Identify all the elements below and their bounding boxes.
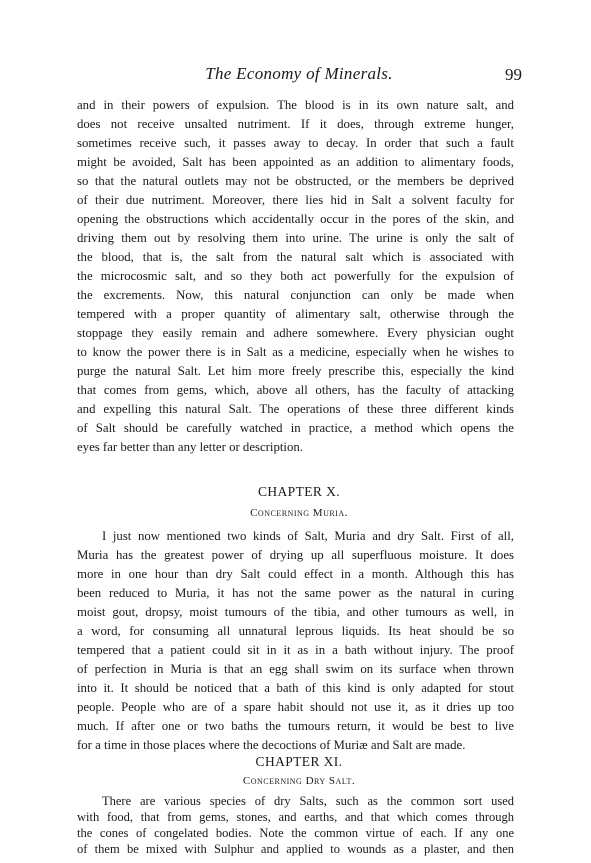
paragraph-1-line: the blood, that is, the salt from the natural salt which is associated with	[77, 250, 514, 264]
running-title: The Economy of Minerals.	[205, 64, 393, 83]
paragraph-1-line: that comes from gems, which, above all others, has the faculty of attacking	[77, 383, 514, 397]
paragraph-1-line: driving them out by resolving them into urine. The urine is only the salt of	[77, 231, 514, 245]
paragraph-1-line: and in their powers of expulsion. The blood is in its own nature salt, and	[77, 98, 514, 112]
page-number: 99	[505, 65, 522, 84]
paragraph-2-line: I just now mentioned two kinds of Salt, Muria and dry Salt. First of all,	[102, 529, 514, 543]
paragraph-2-line: of perfection in Muria is that an egg shall swim on its surface when thrown	[77, 662, 514, 676]
paragraph-2-line: for a time in those places where the decoctions of Muriæ and Salt are made.	[77, 738, 466, 752]
paragraph-1-line: so that the natural outlets may not be obstructed, or the members be deprived	[77, 174, 514, 188]
paragraph-2-line: a word, for consuming all unnatural leprous liquids. Its heat should be so	[77, 624, 514, 638]
chapter-11-subtitle: Concerning Dry Salt.	[242, 775, 356, 787]
paragraph-2-line: been reduced to Muria, it has not the same power as the natural in curing	[77, 586, 514, 600]
chapter-10-subtitle: Concerning Muria.	[250, 507, 348, 519]
paragraph-3-line: There are various species of dry Salts, such as the common sort used	[102, 794, 514, 808]
paragraph-3-line: the cones of congelated bodies. Note the common virtue of each. If any one	[77, 826, 514, 840]
paragraph-1-line: stoppage they easily remain and adhere somewhere. Every physician ought	[77, 326, 514, 340]
paragraph-2-line: moist gout, dropsy, moist tumours of the tibia, and other tumours as well, in	[77, 605, 514, 619]
paragraph-1-line: of their due nutriment. Moreover, there lies hid in Salt a solvent faculty for	[77, 193, 514, 207]
paragraph-1-line: tempered with a proper quantity of alimentary salt, otherwise through the	[77, 307, 514, 321]
paragraph-1-line: to know the power there is in Salt as a medicine, especially when he wishes to	[77, 345, 514, 359]
paragraph-1-line: purge the natural Salt. Let him more freely prescribe this, especially the kind	[77, 364, 514, 378]
chapter-11-title: CHAPTER XI.	[255, 754, 343, 769]
paragraph-2-line: Muria has the greatest power of drying up all superfluous moisture. It does	[77, 548, 514, 562]
paragraph-2-line: much. If after one or two baths the tumours return, it would be best to live	[77, 719, 514, 733]
paragraph-1-line: and expelling this natural Salt. The operations of these three different kinds	[77, 402, 514, 416]
paragraph-2-line: more in one hour than dry Salt could effect in a month. Although this has	[77, 567, 514, 581]
paragraph-2-line: tempered that a patient could sit in it as in a bath without injury. The proof	[77, 643, 514, 657]
paragraph-1-line: of Salt should be carefully watched in practice, a method which opens the	[77, 421, 514, 435]
paragraph-3-line: with food, that from gems, stones, and earths, and that which comes through	[77, 810, 514, 824]
paragraph-3-line: of them be mixed with Sulphur and applied to wounds as a plaster, and then	[77, 842, 514, 856]
paragraph-2-line: into it. It should be noticed that a bath of this kind is only adapted for stout	[77, 681, 514, 695]
paragraph-1-line: the microcosmic salt, and so they both act powerfully for the expulsion of	[77, 269, 514, 283]
paragraph-1-line: sometimes receive such, it passes away to decay. In order that such a fault	[77, 136, 514, 150]
paragraph-2-line: people. People who are of a spare habit should not use it, as it dries up too	[77, 700, 514, 714]
page-header	[76, 64, 522, 88]
paragraph-1-line: does not receive unsalted nutriment. If it does, through extreme hunger,	[77, 117, 514, 131]
paragraph-1-line: might be avoided, Salt has been appointed as an addition to alimentary foods,	[77, 155, 514, 169]
paragraph-1-line: eyes far better than any letter or description.	[77, 440, 303, 454]
paragraph-1-line: the excrements. Now, this natural conjunction can only be made when	[77, 288, 514, 302]
chapter-10-title: CHAPTER X.	[257, 484, 340, 499]
paragraph-1-line: opening the obstructions which accidentally occur in the pores of the skin, and	[77, 212, 514, 226]
